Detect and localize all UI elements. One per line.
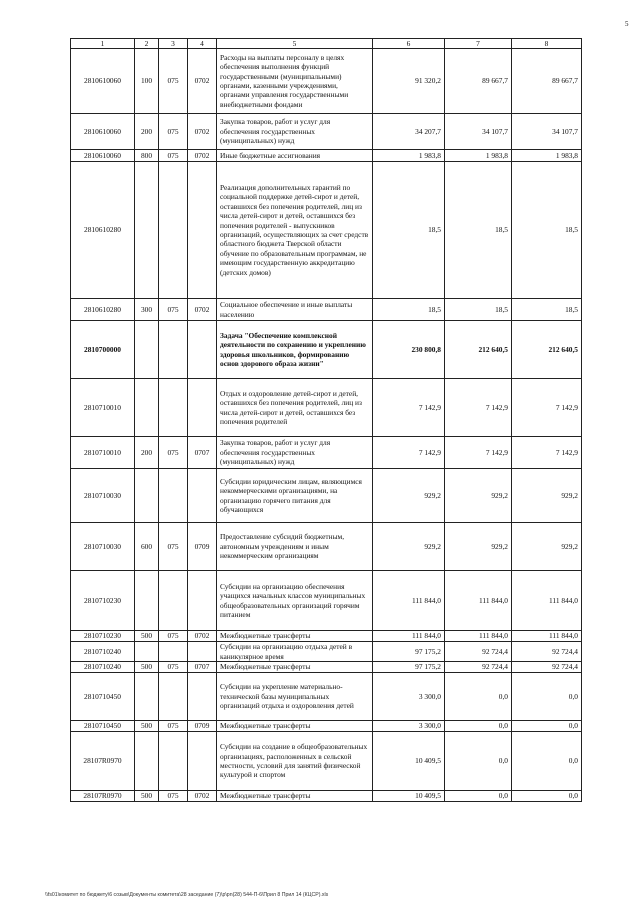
amount-cell: 92 724,4 xyxy=(512,642,582,662)
section-code-cell: 0702 xyxy=(188,299,217,321)
item-name-cell: Субсидии на создание в общеобразовательных организациях, расположенных в сельской местности, условий для занятий физической культурой и спортом xyxy=(217,732,373,791)
target-code-cell: 2810710240 xyxy=(71,642,135,662)
amount-cell: 0,0 xyxy=(445,732,512,791)
amount-cell: 92 724,4 xyxy=(445,642,512,662)
amount-cell: 3 300,0 xyxy=(373,673,445,721)
item-name-cell: Субсидии на организацию отдыха детей в каникулярное время xyxy=(217,642,373,662)
amount-cell: 0,0 xyxy=(445,721,512,732)
admin-code-cell: 075 xyxy=(159,721,188,732)
expense-type-cell: 500 xyxy=(135,791,159,802)
target-code-cell: 2810610280 xyxy=(71,299,135,321)
section-code-cell xyxy=(188,321,217,379)
section-code-cell: 0702 xyxy=(188,150,217,162)
item-name-cell: Межбюджетные трансферты xyxy=(217,631,373,642)
item-name-cell: Отдых и оздоровление детей-сирот и детей, оставшихся без попечения родителей, лиц из числа детей-сирот и детей, оставшихся без попечения родителей xyxy=(217,379,373,437)
expense-type-cell xyxy=(135,673,159,721)
target-code-cell: 2810710010 xyxy=(71,379,135,437)
amount-cell: 3 300,0 xyxy=(373,721,445,732)
expense-type-cell xyxy=(135,162,159,299)
table-row xyxy=(71,571,582,631)
amount-cell: 0,0 xyxy=(445,791,512,802)
item-name-cell: Субсидии на организацию обеспечения учащихся начальных классов муниципальных общеобразовательных организаций горячим питанием xyxy=(217,571,373,631)
amount-cell: 97 175,2 xyxy=(373,642,445,662)
amount-cell: 230 800,8 xyxy=(373,321,445,379)
table-row xyxy=(71,321,582,379)
item-name-cell: Социальное обеспечение и иные выплаты населению xyxy=(217,299,373,321)
column-header: 7 xyxy=(445,39,512,49)
amount-cell: 0,0 xyxy=(445,673,512,721)
amount-cell: 929,2 xyxy=(445,469,512,523)
target-code-cell: 2810710450 xyxy=(71,721,135,732)
amount-cell: 92 724,4 xyxy=(512,662,582,673)
amount-cell: 929,2 xyxy=(512,469,582,523)
amount-cell: 0,0 xyxy=(512,732,582,791)
amount-cell: 91 320,2 xyxy=(373,49,445,114)
amount-cell: 7 142,9 xyxy=(373,437,445,469)
section-code-cell: 0702 xyxy=(188,114,217,150)
admin-code-cell: 075 xyxy=(159,662,188,673)
amount-cell: 929,2 xyxy=(512,523,582,571)
expense-type-cell xyxy=(135,732,159,791)
item-name-cell: Субсидии на укрепление материально-технической базы муниципальных организаций отдыха и оздоровления детей xyxy=(217,673,373,721)
amount-cell: 7 142,9 xyxy=(373,379,445,437)
table-row xyxy=(71,631,582,642)
expense-type-cell: 500 xyxy=(135,721,159,732)
admin-code-cell xyxy=(159,732,188,791)
target-code-cell: 28107R0970 xyxy=(71,791,135,802)
admin-code-cell: 075 xyxy=(159,299,188,321)
expense-type-cell xyxy=(135,321,159,379)
section-code-cell xyxy=(188,642,217,662)
amount-cell: 212 640,5 xyxy=(445,321,512,379)
amount-cell: 89 667,7 xyxy=(445,49,512,114)
target-code-cell: 2810710010 xyxy=(71,437,135,469)
section-code-cell xyxy=(188,379,217,437)
target-code-cell: 28107R0970 xyxy=(71,732,135,791)
table-row xyxy=(71,469,582,523)
target-code-cell: 2810710230 xyxy=(71,631,135,642)
target-code-cell: 2810710240 xyxy=(71,662,135,673)
amount-cell: 18,5 xyxy=(373,162,445,299)
item-name-cell: Межбюджетные трансферты xyxy=(217,791,373,802)
amount-cell: 0,0 xyxy=(512,791,582,802)
admin-code-cell xyxy=(159,379,188,437)
table-row xyxy=(71,791,582,802)
budget-table xyxy=(70,38,582,802)
expense-type-cell xyxy=(135,469,159,523)
amount-cell: 111 844,0 xyxy=(512,571,582,631)
amount-cell: 212 640,5 xyxy=(512,321,582,379)
table-row xyxy=(71,673,582,721)
admin-code-cell xyxy=(159,321,188,379)
table-row xyxy=(71,642,582,662)
target-code-cell: 2810610060 xyxy=(71,49,135,114)
table-row xyxy=(71,437,582,469)
item-name-cell: Межбюджетные трансферты xyxy=(217,721,373,732)
amount-cell: 10 409,5 xyxy=(373,732,445,791)
amount-cell: 111 844,0 xyxy=(512,631,582,642)
column-header: 3 xyxy=(159,39,188,49)
admin-code-cell: 075 xyxy=(159,49,188,114)
amount-cell: 97 175,2 xyxy=(373,662,445,673)
target-code-cell: 2810710030 xyxy=(71,523,135,571)
amount-cell: 92 724,4 xyxy=(445,662,512,673)
expense-type-cell xyxy=(135,642,159,662)
amount-cell: 929,2 xyxy=(373,523,445,571)
target-code-cell: 2810610280 xyxy=(71,162,135,299)
table-row xyxy=(71,732,582,791)
table-row xyxy=(71,114,582,150)
item-name-cell: Предоставление субсидий бюджетным, автономным учреждениям и иным некоммерческим организациям xyxy=(217,523,373,571)
admin-code-cell: 075 xyxy=(159,631,188,642)
amount-cell: 111 844,0 xyxy=(445,631,512,642)
header-row xyxy=(71,39,582,49)
table-row xyxy=(71,662,582,673)
amount-cell: 1 983,8 xyxy=(512,150,582,162)
expense-type-cell xyxy=(135,379,159,437)
admin-code-cell: 075 xyxy=(159,114,188,150)
amount-cell: 111 844,0 xyxy=(445,571,512,631)
table-row xyxy=(71,162,582,299)
page-number: 5 xyxy=(625,20,629,28)
admin-code-cell xyxy=(159,673,188,721)
item-name-cell: Субсидии юридическим лицам, являющимся некоммерческими организациями, на организацию горячего питания для обучающихся xyxy=(217,469,373,523)
amount-cell: 7 142,9 xyxy=(512,437,582,469)
amount-cell: 111 844,0 xyxy=(373,631,445,642)
admin-code-cell xyxy=(159,571,188,631)
section-code-cell xyxy=(188,162,217,299)
expense-type-cell: 500 xyxy=(135,631,159,642)
amount-cell: 10 409,5 xyxy=(373,791,445,802)
column-header: 1 xyxy=(71,39,135,49)
amount-cell: 929,2 xyxy=(373,469,445,523)
expense-type-cell: 800 xyxy=(135,150,159,162)
column-header: 2 xyxy=(135,39,159,49)
item-name-cell: Межбюджетные трансферты xyxy=(217,662,373,673)
section-code-cell xyxy=(188,469,217,523)
admin-code-cell xyxy=(159,469,188,523)
item-name-cell: Закупка товаров, работ и услуг для обеспечения государственных (муниципальных) нужд xyxy=(217,114,373,150)
target-code-cell: 2810710030 xyxy=(71,469,135,523)
amount-cell: 34 107,7 xyxy=(445,114,512,150)
amount-cell: 111 844,0 xyxy=(373,571,445,631)
target-code-cell: 2810710230 xyxy=(71,571,135,631)
amount-cell: 929,2 xyxy=(445,523,512,571)
item-name-cell: Иные бюджетные ассигнования xyxy=(217,150,373,162)
expense-type-cell: 300 xyxy=(135,299,159,321)
amount-cell: 18,5 xyxy=(512,162,582,299)
item-name-cell: Реализация дополнительных гарантий по социальной поддержке детей-сирот и детей, оставшихся без попечения родителей, лиц из числа детей-сирот и детей, оставшихся без попечения родителей - выпускников организаций, осуществляющих за счет средств областного бюджета Тверской области обучение по образовательным программам, не имеющим государственную аккредитацию (детских домов) xyxy=(217,162,373,299)
column-header: 6 xyxy=(373,39,445,49)
section-code-cell: 0707 xyxy=(188,437,217,469)
expense-type-cell: 200 xyxy=(135,114,159,150)
amount-cell: 18,5 xyxy=(373,299,445,321)
expense-type-cell: 600 xyxy=(135,523,159,571)
expense-type-cell: 200 xyxy=(135,437,159,469)
section-code-cell: 0702 xyxy=(188,791,217,802)
section-code-cell: 0709 xyxy=(188,523,217,571)
column-header: 8 xyxy=(512,39,582,49)
column-header: 5 xyxy=(217,39,373,49)
table-row xyxy=(71,150,582,162)
amount-cell: 7 142,9 xyxy=(445,437,512,469)
item-name-cell: Задача "Обеспечение комплексной деятельности по сохранению и укреплению здоровья школьников, формированию основ здорового образа жизни" xyxy=(217,321,373,379)
admin-code-cell: 075 xyxy=(159,791,188,802)
admin-code-cell: 075 xyxy=(159,437,188,469)
section-code-cell: 0702 xyxy=(188,49,217,114)
target-code-cell: 2810710450 xyxy=(71,673,135,721)
amount-cell: 89 667,7 xyxy=(512,49,582,114)
table-row xyxy=(71,379,582,437)
target-code-cell: 2810610060 xyxy=(71,114,135,150)
amount-cell: 18,5 xyxy=(445,299,512,321)
table-row xyxy=(71,49,582,114)
target-code-cell: 2810610060 xyxy=(71,150,135,162)
expense-type-cell xyxy=(135,571,159,631)
amount-cell: 34 207,7 xyxy=(373,114,445,150)
expense-type-cell: 500 xyxy=(135,662,159,673)
amount-cell: 0,0 xyxy=(512,721,582,732)
section-code-cell xyxy=(188,732,217,791)
expense-type-cell: 100 xyxy=(135,49,159,114)
amount-cell: 34 107,7 xyxy=(512,114,582,150)
amount-cell: 18,5 xyxy=(445,162,512,299)
section-code-cell: 0709 xyxy=(188,721,217,732)
amount-cell: 0,0 xyxy=(512,673,582,721)
admin-code-cell: 075 xyxy=(159,150,188,162)
section-code-cell: 0702 xyxy=(188,631,217,642)
amount-cell: 18,5 xyxy=(512,299,582,321)
section-code-cell: 0707 xyxy=(188,662,217,673)
admin-code-cell: 075 xyxy=(159,523,188,571)
amount-cell: 1 983,8 xyxy=(445,150,512,162)
amount-cell: 1 983,8 xyxy=(373,150,445,162)
section-code-cell xyxy=(188,571,217,631)
item-name-cell: Закупка товаров, работ и услуг для обеспечения государственных (муниципальных) нужд xyxy=(217,437,373,469)
amount-cell: 7 142,9 xyxy=(512,379,582,437)
table-row xyxy=(71,523,582,571)
table-row xyxy=(71,299,582,321)
section-code-cell xyxy=(188,673,217,721)
table-row xyxy=(71,721,582,732)
table-body xyxy=(71,39,582,802)
target-code-cell: 2810700000 xyxy=(71,321,135,379)
amount-cell: 7 142,9 xyxy=(445,379,512,437)
admin-code-cell xyxy=(159,162,188,299)
column-header: 4 xyxy=(188,39,217,49)
item-name-cell: Расходы на выплаты персоналу в целях обеспечения выполнения функций государственными (муниципальными) органами, казенными учреждениями, органами управления государственными внебюджетными фондами xyxy=(217,49,373,114)
file-path-footer: \\fs01\комитет по бюджету\6 созыв\Документы комитета\28 заседание (7)\p\pn(28) 544-П-6\Прил 8 Прил 14 (КЦСР).xls xyxy=(45,892,329,898)
admin-code-cell xyxy=(159,642,188,662)
